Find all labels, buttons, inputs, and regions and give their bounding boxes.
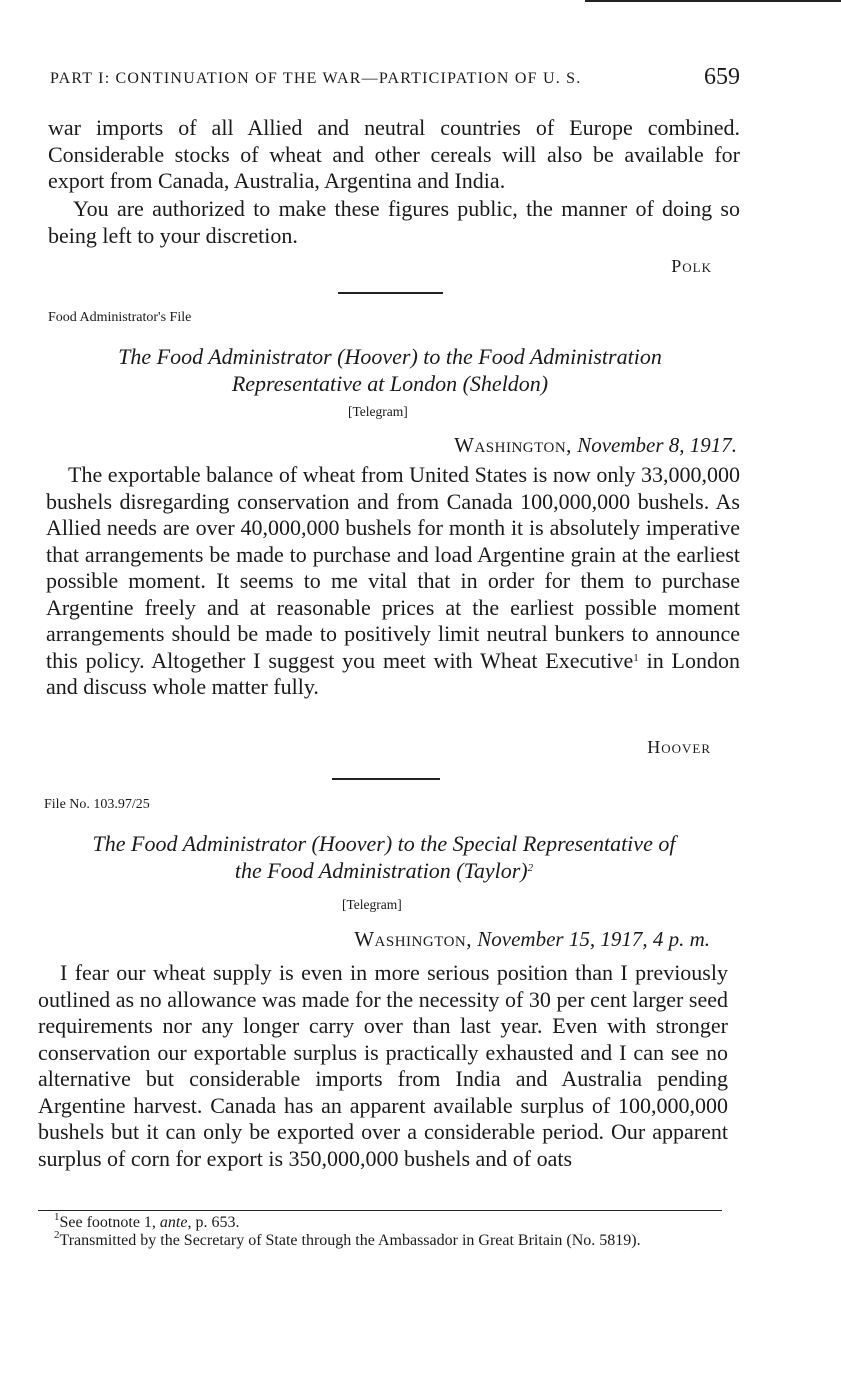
footnote-1-ante: ante (159, 1214, 188, 1231)
footnote-1-mark: 1 (54, 1211, 60, 1223)
footnote-marker: 2 (527, 862, 534, 874)
title-line-1: The Food Administrator (Hoover) to the Special Representative of (92, 831, 676, 856)
telegram-body-text: The exportable balance of wheat from United States is now only 33,000,000 bushels disregarding conservation and from Canada 100,000,000 bushels. As Allied needs are over 40,000,000 bushels for month it is absolutely imperative that arrangements be made to purchase and load Argentine grain at the earliest possible moment. It seems to me vital that in order for them to purchase Argentine freely and at reasonable prices at the earliest possible moment arrangements should be made to positively limit neutral bunkers to announce this policy. Altogether I suggest you meet with Wheat Executive (46, 462, 740, 673)
footnote-1-text: See footnote 1, (59, 1214, 160, 1231)
dateline-location: Washington, (454, 433, 572, 457)
page-number: 659 (704, 64, 740, 90)
document-title (40, 343, 740, 397)
telegram-body (46, 462, 740, 701)
dateline-date: November 15, 1917, 4 p. m. (477, 927, 710, 951)
document-title (34, 830, 734, 884)
telegram-label: [Telegram] (342, 897, 402, 912)
footnote-1-text-end: , p. 653. (187, 1214, 240, 1231)
title-line-2: the Food Administration (Taylor) (234, 858, 528, 883)
running-head (50, 64, 740, 92)
footnote-1 (38, 1211, 722, 1231)
footnote-2-mark: 2 (54, 1229, 60, 1241)
title-line-1: The Food Administrator (Hoover) to the Food Administration (118, 344, 662, 369)
section-divider (338, 292, 443, 294)
footnote-2 (38, 1229, 722, 1249)
dateline (354, 927, 710, 952)
section-divider (332, 778, 440, 780)
telegram-label: [Telegram] (348, 404, 408, 419)
paragraph-authorization: You are authorized to make these figures public, the manner of doing so being left to your discretion. (48, 196, 740, 248)
telegram-body-text-end: in London and discuss whole matter fully. (46, 647, 740, 699)
dateline-location: Washington, (354, 927, 473, 951)
footnote-2-text: Transmitted by the Secretary of State through the Ambassador in Great Britain (No. 5819). (59, 1232, 641, 1249)
signature-polk: Polk (671, 256, 712, 276)
file-reference: File No. 103.97/25 (44, 797, 150, 812)
signature-hoover: Hoover (647, 737, 711, 757)
title-line-2: Representative at London (Sheldon) (231, 371, 549, 396)
scan-edge-line (585, 0, 841, 2)
footnote-marker: 1 (633, 651, 639, 664)
dateline (454, 433, 737, 458)
paragraph-continuation: war imports of all Allied and neutral countries of Europe combined. Considerable stocks of wheat and other cereals will also be available for export from Canada, Australia, Argentina and India. (48, 115, 740, 193)
footnote-rule (38, 1210, 722, 1211)
dateline-date: November 8, 1917. (577, 433, 737, 457)
running-head-title: PART I: CONTINUATION OF THE WAR—PARTICIPATION OF U. S. (50, 70, 582, 87)
file-reference: Food Administrator's File (48, 310, 192, 325)
telegram-body: I fear our wheat supply is even in more serious position than I previously outlined as no allowance was made for the necessity of 30 per cent larger seed requirements nor any longer carry over than last year. Even with stronger conservation our exportable surplus is practically exhausted and I can see no alternative but considerable imports from India and Australia pending Argentine harvest. Canada has an apparent available surplus of 100,000,000 bushels but it can only be exported over a considerable period. Our apparent surplus of corn for export is 350,000,000 bushels and of oats (38, 960, 728, 1171)
